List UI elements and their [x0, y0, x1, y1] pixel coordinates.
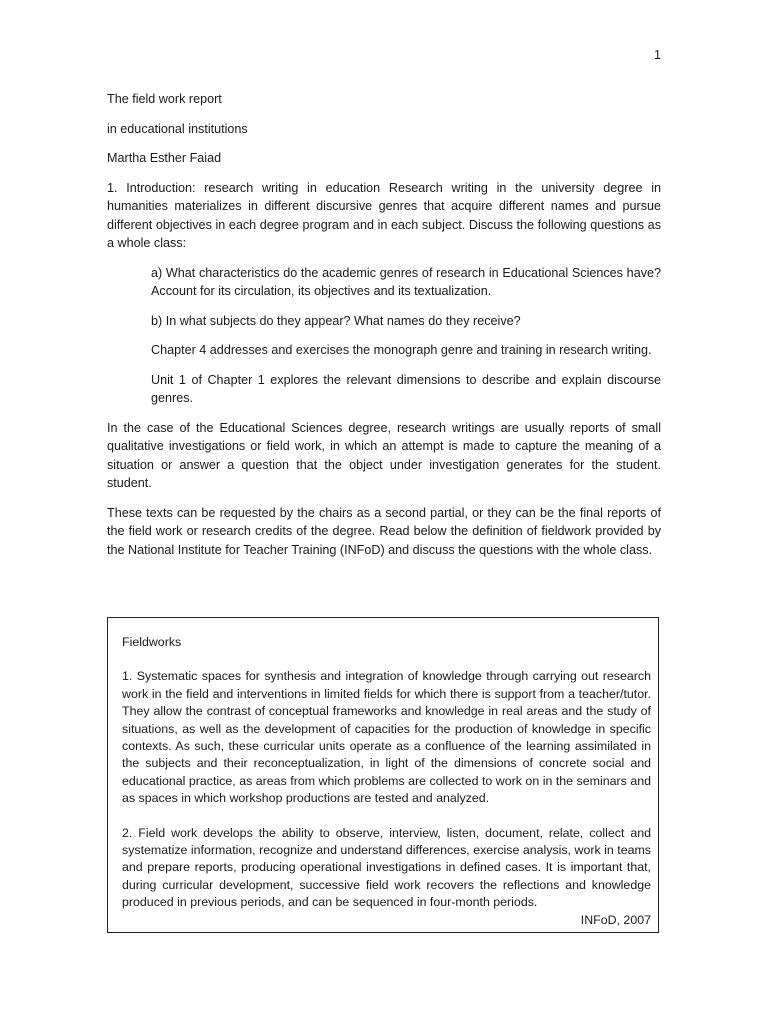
question-b: b) In what subjects do they appear? What names do they receive?: [151, 313, 521, 328]
unit-1-note: Unit 1 of Chapter 1 explores the relevant dimensions to describe and explain discourse genres.: [151, 372, 661, 405]
citation: INFoD, 2007: [580, 912, 651, 927]
definition-item-2: 2. Field work develops the ability to observe, interview, listen, document, relate, collect and systematize information, recognize and understand differences, exercise analysis, work in teams and prepare reports, producing operational investigations in defined cases. It is important that, during curricular development, successive field work recovers the reflections and knowledge produced in previous periods, and can be sequenced in four-month periods.: [122, 825, 651, 910]
document-author: Martha Esther Faiad: [107, 151, 222, 165]
document-title: The field work report: [107, 92, 222, 106]
box-heading: Fieldworks: [122, 635, 182, 649]
document-subtitle: in educational institutions: [107, 121, 248, 136]
body-paragraph-2: These texts can be requested by the chairs as a second partial, or they can be the final reports of the field work or research credits of the degree. Read below the definition of fieldwork provided by the National Institute for Teacher Training (INFoD) and discuss the questions with the whole class.: [107, 505, 661, 557]
body-paragraph-1: In the case of the Educational Sciences degree, research writings are usually reports of small qualitative investigations or field work, in which an attempt is made to capture the meaning of a situation or answer a question that the object under investigation generates for the student. student.: [107, 420, 661, 490]
fieldworks-definition-box: [107, 617, 659, 933]
definition-item-1: 1. Systematic spaces for synthesis and integration of knowledge through carrying out research work in the field and interventions in limited fields for which there is support from a teacher/tutor. They allow the contrast of conceptual frameworks and knowledge in real areas and the study of situations, as well as the development of capacities for the production of knowledge in specific contexts. As such, these curricular units operate as a confluence of the learning assimilated in the subjects and their reconceptualization, in light of the dimensions of concrete social and educational practice, as areas from which problems are collected to work on in the seminars and as spaces in which workshop productions are tested and analyzed.: [122, 669, 651, 806]
intro-paragraph: 1. Introduction: research writing in education Research writing in the university degree in humanities materializes in different discursive genres that acquire different names and pursue different objectives in each degree program and in each subject. Discuss the following questions as a whole class:: [107, 180, 661, 250]
question-a: a) What characteristics do the academic genres of research in Educational Sciences have? Account for its circulation, its objectives and its textualization.: [151, 265, 661, 298]
chapter-4-note: Chapter 4 addresses and exercises the monograph genre and training in research writing.: [151, 343, 652, 357]
page-number: 1: [653, 48, 661, 62]
document-body: [107, 90, 661, 570]
